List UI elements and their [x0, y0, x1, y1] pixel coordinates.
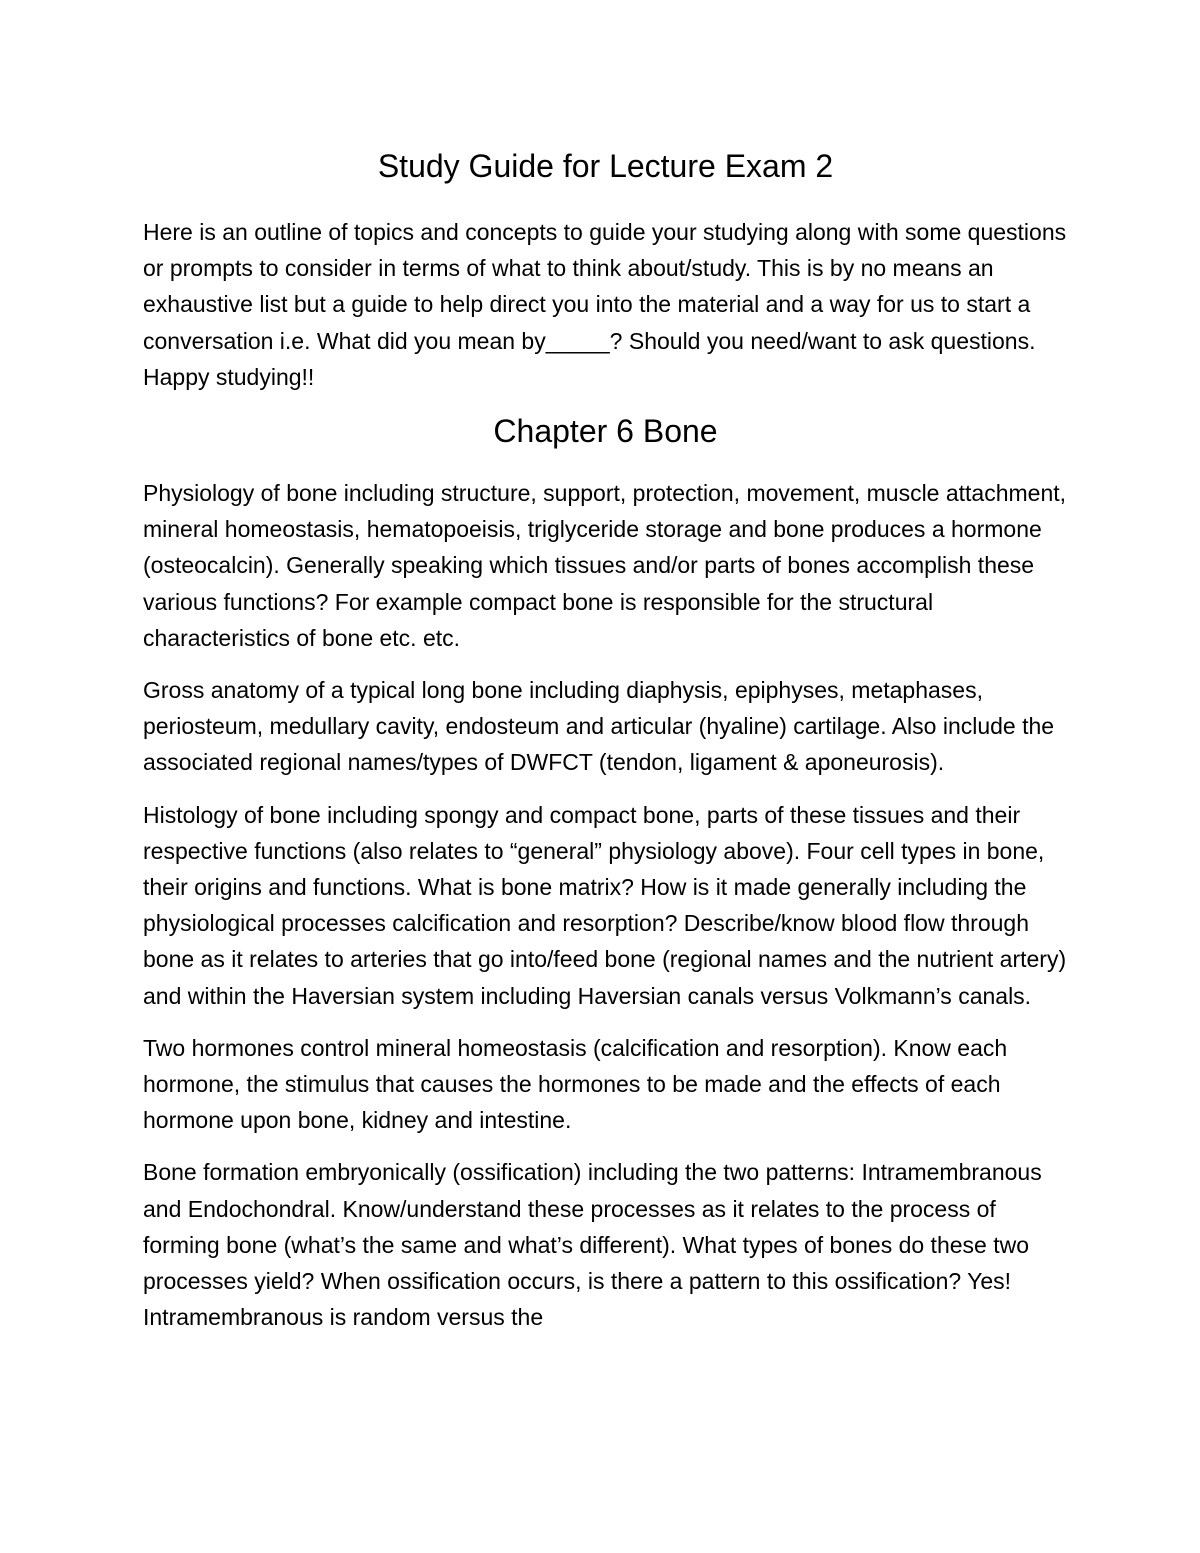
document-title: Study Guide for Lecture Exam 2 [377, 148, 834, 184]
section-heading: Chapter 6 Bone [493, 413, 718, 450]
body-paragraph-physiology: Physiology of bone including structure, support, protection, movement, muscle attachment, mineral homeostasis, hematopoeisis, triglyceride storage and bone produces a hormone (osteocalcin). Generally speaking which tissues and/or parts of bones accomplish these various functions? For example compact bone is responsible for the structural characteristics of bone etc. etc. [143, 480, 1067, 651]
intro-paragraph: Here is an outline of topics and concepts to guide your studying along with some questions or prompts to consider in terms of what to think about/study. This is by no means an exhaustive list but a guide to help direct you into the material and a way for us to start a conversation i.e. What did you mean by_____? Should you need/want to ask questions. Happy studying!! [143, 219, 1067, 390]
body-paragraph-bone-formation: Bone formation embryonically (ossification) including the two patterns: Intramembranous and Endochondral. Know/understand these processes as it relates to the process of forming bone (what’s the same and what’s different). What types of bones do these two processes yield? When ossification occurs, is there a pattern to this ossification? Yes! Intramembranous is random versus the [143, 1159, 1042, 1331]
document-body [143, 146, 1068, 1351]
body-paragraph-gross-anatomy: Gross anatomy of a typical long bone including diaphysis, epiphyses, metaphases, periosteum, medullary cavity, endosteum and articular (hyaline) cartilage. Also include the associated regional names/types of DWFCT (tendon, ligament & aponeurosis). [143, 677, 1055, 776]
body-paragraph-histology: Histology of bone including spongy and compact bone, parts of these tissues and their respective functions (also relates to “general” physiology above). Four cell types in bone, their origins and functions. What is bone matrix? How is it made generally including the physiological processes calcification and resorption? Describe/know blood flow through bone as it relates to arteries that go into/feed bone (regional names and the nutrient artery) and within the Haversian system including Haversian canals versus Volkmann’s canals. [143, 801, 1067, 1009]
body-paragraph-hormones: Two hormones control mineral homeostasis (calcification and resorption). Know each hormone, the stimulus that causes the hormones to be made and the effects of each hormone upon bone, kidney and intestine. [143, 1034, 1008, 1134]
